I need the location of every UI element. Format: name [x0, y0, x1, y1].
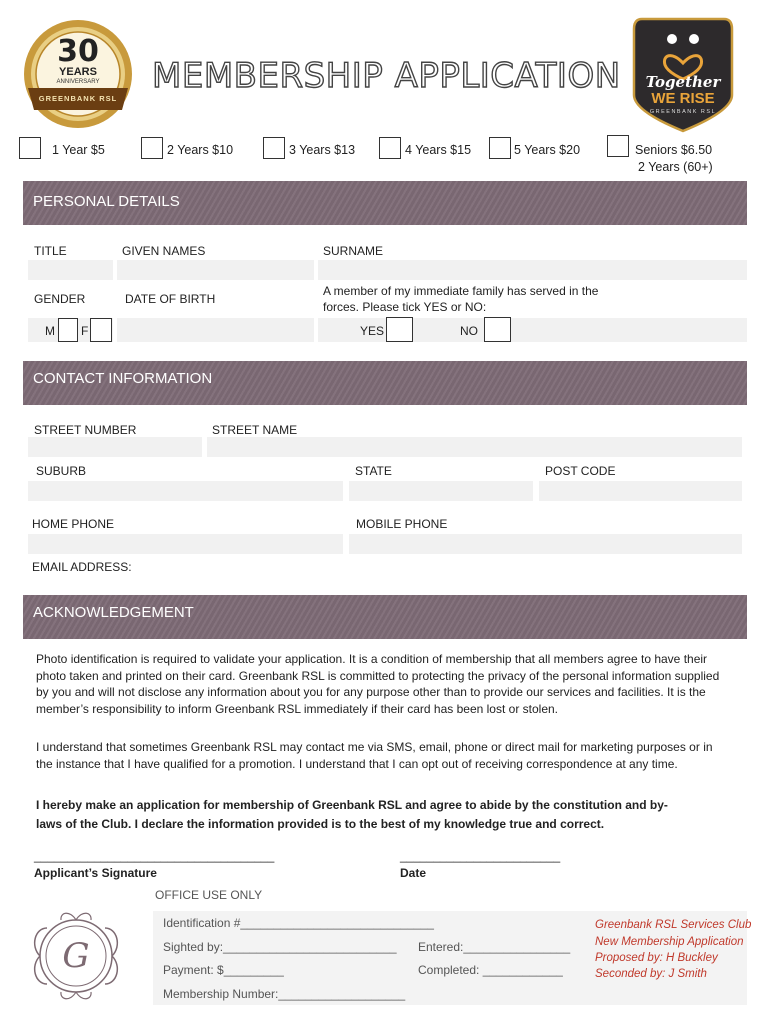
mobile-phone-field[interactable] [349, 534, 742, 554]
home-phone-field[interactable] [28, 534, 343, 554]
date-of-birth-label: DATE OF BIRTH [125, 292, 216, 306]
option-5-years-label: 5 Years $20 [514, 143, 581, 157]
title-label: TITLE [34, 244, 67, 258]
option-seniors-label: Seniors $6.50 [635, 143, 713, 157]
contact-information-header [23, 361, 747, 405]
option-3-years-checkbox[interactable] [263, 137, 285, 159]
completed-field[interactable]: Completed: ____________ [418, 963, 563, 977]
gender-male-checkbox[interactable] [58, 318, 78, 342]
date-of-birth-field[interactable] [117, 318, 314, 342]
monogram-letter: G [62, 936, 90, 976]
family-yes-label: YES [360, 324, 385, 338]
anniversary-badge-logo [22, 18, 134, 130]
option-3-years-label: 3 Years $13 [289, 143, 356, 157]
logo-line1: Together [645, 73, 721, 91]
membership-number-field[interactable]: Membership Number:___________________ [163, 987, 406, 1001]
applicant-signature-label: Applicant’s Signature [34, 866, 157, 880]
acknowledgement-paragraph-1: Photo identification is required to validate your application. It is a condition of membership that all members agree to have their photo taken and printed on their card. Greenbank RSL is committed to protecting the privacy of the personal information supplied by you and will not disclose any information about you for any purpose other than to provide our services and facilities. It is the member’s responsibility to inform Greenbank RSL immediately if their card has been lost or stolen. [36, 652, 720, 716]
given-names-label: GIVEN NAMES [122, 244, 206, 258]
state-field[interactable] [349, 481, 533, 501]
personal-details-heading: PERSONAL DETAILS [33, 193, 180, 210]
identification-field[interactable]: Identification #_____________________________ [163, 916, 434, 930]
option-2-years-checkbox[interactable] [141, 137, 163, 159]
declaration-paragraph: I hereby make an application for membership of Greenbank RSL and agree to abide by the constitution and by-laws of the Club. I declare the information provided is to the best of my knowledge true and correct. [36, 798, 668, 831]
stamp-line-1: Greenbank RSL Services Club [595, 919, 752, 931]
date-line[interactable]: ________________________ [400, 849, 561, 863]
gender-label: GENDER [34, 292, 86, 306]
title-field[interactable] [28, 260, 113, 280]
suburb-label: SUBURB [36, 464, 87, 478]
badge-name: GREENBANK RSL [38, 94, 118, 103]
option-seniors-checkbox[interactable] [607, 135, 629, 157]
post-code-field[interactable] [539, 481, 742, 501]
given-names-field[interactable] [117, 260, 314, 280]
contact-information-heading: CONTACT INFORMATION [33, 370, 213, 387]
option-2-years-label: 2 Years $10 [167, 143, 234, 157]
gender-female-checkbox[interactable] [90, 318, 112, 342]
street-number-label: STREET NUMBER [34, 423, 137, 437]
gender-male-label: M [45, 324, 55, 338]
stamp-line-4: Seconded by: J Smith [595, 968, 707, 980]
family-served-question-line1: A member of my immediate family has served in the [323, 284, 599, 298]
option-5-years-checkbox[interactable] [489, 137, 511, 159]
email-address-label: EMAIL ADDRESS: [32, 560, 132, 574]
logo-line3: GREENBANK RSL [649, 109, 717, 115]
acknowledgement-heading: ACKNOWLEDGEMENT [33, 604, 194, 621]
logo-line2: WE RISE [651, 90, 715, 107]
surname-field[interactable] [318, 260, 747, 280]
street-name-field[interactable] [207, 437, 742, 457]
gender-female-label: F [81, 324, 89, 338]
family-yes-checkbox[interactable] [386, 317, 413, 342]
option-seniors-sublabel: 2 Years (60+) [638, 160, 713, 174]
family-no-label: NO [460, 324, 478, 338]
page-title: MEMBERSHIP APPLICATION [152, 56, 621, 96]
post-code-label: POST CODE [545, 464, 616, 478]
home-phone-label: HOME PHONE [32, 517, 115, 531]
date-label: Date [400, 866, 427, 880]
monogram-logo [25, 906, 127, 1006]
sighted-by-field[interactable]: Sighted by:__________________________ [163, 940, 397, 954]
surname-label: SURNAME [323, 244, 384, 258]
together-we-rise-logo [632, 15, 734, 133]
badge-anniversary: ANNIVERSARY [56, 79, 100, 85]
family-no-checkbox[interactable] [484, 317, 511, 342]
badge-number: 30 [57, 34, 99, 69]
option-4-years-checkbox[interactable] [379, 137, 401, 159]
state-label: STATE [355, 464, 392, 478]
street-name-label: STREET NAME [212, 423, 298, 437]
stamp-line-3: Proposed by: H Buckley [595, 952, 718, 964]
mobile-phone-label: MOBILE PHONE [356, 517, 448, 531]
signature-line[interactable]: ____________________________________ [34, 849, 275, 863]
entered-field[interactable]: Entered:________________ [418, 940, 571, 954]
suburb-field[interactable] [28, 481, 343, 501]
acknowledgement-header [23, 595, 747, 639]
acknowledgement-paragraph-2: I understand that sometimes Greenbank RSL may contact me via SMS, email, phone or direct mail for marketing purposes or in the instance that I have qualified for a promotion. I understand that I can opt out of receiving correspondence at any time. [36, 740, 713, 771]
office-use-heading: OFFICE USE ONLY [155, 888, 263, 902]
badge-years: YEARS [59, 66, 97, 78]
option-1-year-label: 1 Year $5 [52, 143, 105, 157]
option-4-years-label: 4 Years $15 [405, 143, 472, 157]
family-served-question-line2: forces. Please tick YES or NO: [323, 300, 487, 314]
stamp-line-2: New Membership Application [595, 936, 744, 948]
street-number-field[interactable] [28, 437, 202, 457]
personal-details-header [23, 181, 747, 225]
option-1-year-checkbox[interactable] [19, 137, 41, 159]
payment-field[interactable]: Payment: $_________ [163, 963, 284, 977]
